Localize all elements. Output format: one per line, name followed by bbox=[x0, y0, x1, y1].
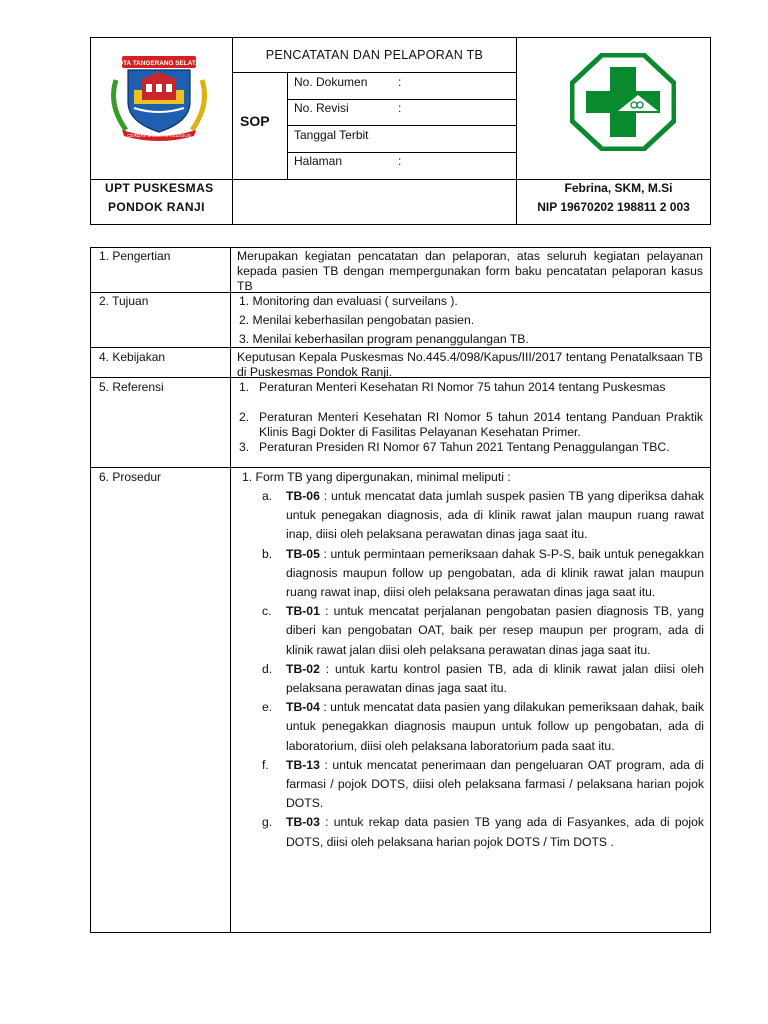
referensi-item-2: Peraturan Menteri Kesehatan RI Nomor 5 tahun 2014 tentang Panduan Praktik Klinis Bagi Dokter di Fasilitas Pelayanan Kesehatan Primer. bbox=[259, 410, 703, 439]
referensi-num-1: 1. bbox=[239, 380, 250, 394]
item-body bbox=[286, 698, 704, 756]
form-code: TB-03 bbox=[286, 815, 320, 830]
prosedur-item-a bbox=[262, 487, 704, 545]
signer-nip: NIP 19670202 198811 2 003 bbox=[537, 200, 690, 214]
meta-value-revisi: : bbox=[398, 101, 402, 115]
form-code: TB-02 bbox=[286, 661, 320, 676]
form-code: TB-13 bbox=[286, 757, 320, 772]
text-pengertian: Merupakan kegiatan pencatatan dan pelaporan, atas seluruh kegiatan pelayanan kepada pasien TB dengan mempergunakan form baku pencatatan pelaporan kasus TB bbox=[237, 249, 703, 293]
tujuan-item-3: 3. Menilai keberhasilan program penanggulangan TB. bbox=[239, 332, 529, 346]
referensi-item-1: Peraturan Menteri Kesehatan RI Nomor 75 tahun 2014 tentang Puskesmas bbox=[259, 380, 666, 394]
item-letter: g. bbox=[262, 815, 273, 830]
meta-label-dokumen: No. Dokumen bbox=[294, 75, 368, 89]
prosedur-item-e bbox=[262, 698, 704, 756]
prosedur-item-c bbox=[262, 602, 704, 660]
city-logo bbox=[104, 50, 214, 142]
label-referensi: 5. Referensi bbox=[99, 380, 164, 394]
prosedur-item-d bbox=[262, 660, 704, 698]
label-pengertian: 1. Pengertian bbox=[99, 249, 171, 263]
referensi-num-2: 2. bbox=[239, 410, 250, 424]
puskesmas-logo bbox=[570, 53, 676, 151]
item-letter: b. bbox=[262, 546, 273, 561]
item-text: : untuk mencatat perjalanan pengobatan pasien diagnosis TB, yang diberi kan pengobatan OAT, baik per resep maupun per program, ada di klinik rawat jalan diisi oleh pelaksana perawatan dinas jaga saat itu. bbox=[286, 604, 704, 657]
prosedur-list bbox=[262, 487, 704, 852]
meta-value-dokumen: : bbox=[398, 75, 402, 89]
item-text: : untuk rekap data pasien TB yang ada di Fasyankes, ada di pojok DOTS, diisi oleh pelaksana harian pojok DOTS / Tim DOTS . bbox=[286, 815, 704, 849]
referensi-num-3: 3. bbox=[239, 440, 250, 454]
svg-text:KOTA TANGERANG SELATAN: KOTA TANGERANG SELATAN bbox=[113, 60, 205, 67]
item-body bbox=[286, 545, 704, 603]
org-line1: UPT PUSKESMAS bbox=[105, 181, 214, 195]
prosedur-intro: 1. Form TB yang dipergunakan, minimal meliputi : bbox=[242, 470, 511, 484]
form-code: TB-04 bbox=[286, 700, 320, 715]
tujuan-item-1: 1. Monitoring dan evaluasi ( surveilans ). bbox=[239, 294, 458, 308]
prosedur-item-f bbox=[262, 756, 704, 814]
item-text: : untuk mencatat data pasien yang dilakukan pemeriksaan dahak, baik untuk penegakkan diagnosis maupun untuk follow up pengobatan, ada di laboratorium, diisi oleh pelaksana laboratorium pada saat itu. bbox=[286, 700, 704, 753]
referensi-item-3: Peraturan Presiden RI Nomor 67 Tahun 2021 Tentang Penaggulangan TBC. bbox=[259, 440, 670, 454]
org-line2: PONDOK RANJI bbox=[108, 200, 205, 214]
item-letter: e. bbox=[262, 700, 273, 715]
form-code: TB-05 bbox=[286, 546, 320, 561]
item-body bbox=[286, 813, 704, 851]
label-prosedur: 6. Prosedur bbox=[99, 470, 162, 484]
label-tujuan: 2. Tujuan bbox=[99, 294, 149, 308]
item-text: : untuk kartu kontrol pasien TB, ada di klinik rawat jalan diisi oleh pelaksana perawatan dinas jaga saat itu. bbox=[286, 661, 704, 696]
item-letter: c. bbox=[262, 604, 272, 619]
form-code: TB-06 bbox=[286, 489, 320, 503]
tujuan-item-2: 2. Menilai keberhasilan pengobatan pasien. bbox=[239, 313, 475, 327]
svg-text:CERDAS MODERN RELIGIUS: CERDAS MODERN RELIGIUS bbox=[127, 133, 191, 138]
item-letter: f. bbox=[262, 757, 269, 772]
item-text: : untuk mencatat penerimaan dan pengeluaran OAT program, ada di farmasi / pojok DOTS, diisi oleh pelaksana farmasi / pelaksana harian pojok DOTS. bbox=[286, 757, 704, 811]
signer-name: Febrina, SKM, M.Si bbox=[564, 181, 673, 195]
item-body bbox=[286, 487, 704, 545]
meta-label-tanggal: Tanggal Terbit bbox=[294, 128, 369, 142]
meta-label-halaman: Halaman bbox=[294, 154, 343, 168]
item-body bbox=[286, 660, 704, 698]
item-text: : untuk permintaan pemeriksaan dahak S-P-S, baik untuk penegakkan diagnosis maupun follow up pengobatan, ada di klinik rawat jalan maupun ruang rawat inap, diisi oleh pelaksana perawatan dinas jaga saat itu. bbox=[286, 546, 704, 600]
prosedur-item-b bbox=[262, 545, 704, 603]
sop-label: SOP bbox=[240, 113, 270, 129]
label-kebijakan: 4. Kebijakan bbox=[99, 350, 166, 364]
document-title: PENCATATAN DAN PELAPORAN TB bbox=[265, 48, 484, 62]
item-body bbox=[286, 602, 704, 660]
text-kebijakan: Keputusan Kepala Puskesmas No.445.4/098/Kapus/III/2017 tentang Penatalksaan TB di Puskesmas Pondok Ranji. bbox=[237, 350, 703, 379]
meta-label-revisi: No. Revisi bbox=[294, 101, 349, 115]
item-text: : untuk mencatat data jumlah suspek pasien TB yang diperiksa dahak untuk penegakan diagnosis, ada di klinik rawat jalan maupun ruang rawat inap, diisi oleh pelaksana perawatan dinas jaga saat itu. bbox=[286, 489, 704, 542]
item-letter: a. bbox=[262, 489, 273, 503]
prosedur-item-g bbox=[262, 813, 704, 851]
form-code: TB-01 bbox=[286, 604, 320, 619]
item-body bbox=[286, 756, 704, 814]
item-letter: d. bbox=[262, 661, 273, 676]
meta-value-halaman: : bbox=[398, 154, 402, 168]
